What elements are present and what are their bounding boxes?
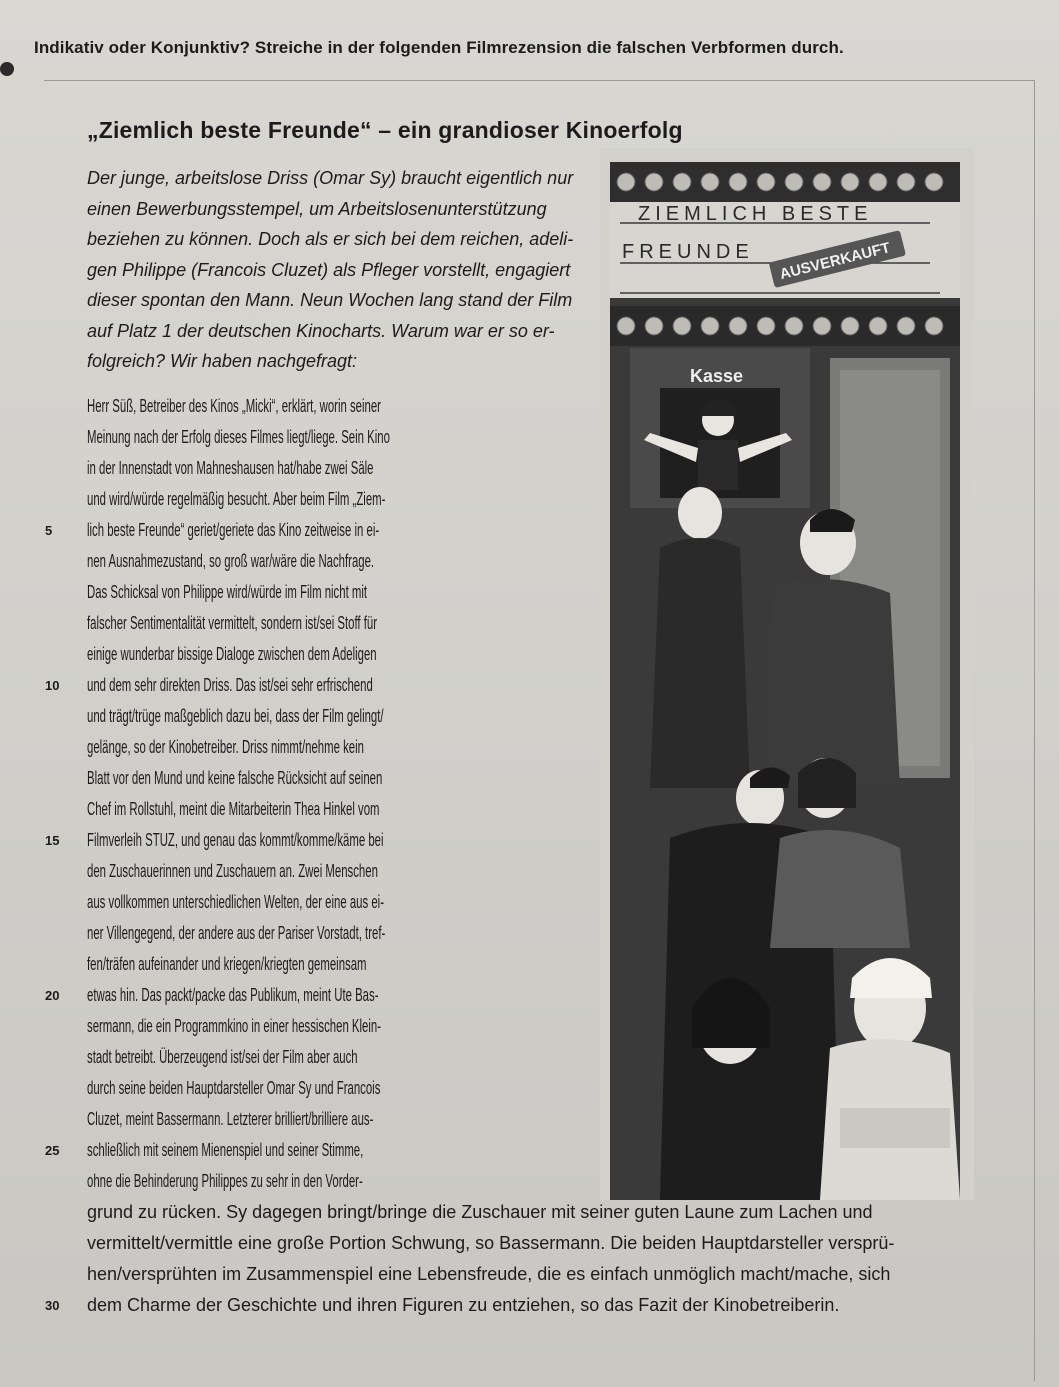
intro-line: einen Bewerbungsstempel, um Arbeitslosenunterstützung — [87, 198, 547, 219]
line-text: hen/versprühten im Zusammenspiel eine Lebensfreude, die es einfach unmöglich macht/mache, sich — [87, 1264, 891, 1284]
marquee-light-icon — [869, 317, 887, 335]
line-text: und trägt/trüge maßgeblich dazu bei, dass der Film gelingt/ — [87, 706, 384, 726]
box-office-sign: Kasse — [690, 366, 744, 386]
article-title: „Ziemlich beste Freunde“ – ein grandioser Kinoerfolg — [87, 117, 683, 143]
line-text: in der Innenstadt von Mahneshausen hat/habe zwei Säle — [87, 458, 374, 478]
marquee-light-icon — [841, 173, 859, 191]
line-text: und wird/würde regelmäßig besucht. Aber beim Film „Ziem- — [87, 489, 386, 509]
intro-line: auf Platz 1 der deutschen Kinocharts. Warum war er so er- — [87, 320, 555, 341]
intro-line: dieser spontan den Mann. Neun Wochen lang stand der Film — [87, 290, 573, 310]
line-text: einige wunderbar bissige Dialoge zwischen dem Adeligen — [87, 644, 377, 664]
line-text: aus vollkommen unterschiedlichen Welten, der eine aus ei- — [87, 892, 384, 912]
line-text: grund zu rücken. Sy dagegen bringt/bringe die Zuschauer mit seiner guten Laune zum Lachen und — [87, 1202, 873, 1222]
marquee-light-icon — [841, 317, 859, 335]
marquee-light-icon — [813, 317, 831, 335]
article-line — [87, 1228, 894, 1259]
line-text: lich beste Freunde“ geriet/geriete das Kino zeitweise in ei- — [87, 520, 380, 540]
article-line — [45, 1290, 894, 1321]
marquee-light-icon — [925, 317, 943, 335]
intro-line: folgreich? Wir haben nachgefragt: — [87, 351, 357, 371]
marquee-light-icon — [757, 317, 775, 335]
line-text: Filmverleih STUZ, und genau das kommt/komme/käme bei — [87, 830, 384, 850]
line-text: falscher Sentimentalität vermittelt, sondern ist/sei Stoff für — [87, 613, 378, 633]
line-text: dem Charme der Geschichte und ihren Figuren zu entziehen, so das Fazit der Kinobetreiberin. — [87, 1295, 840, 1315]
line-text: etwas hin. Das packt/packe das Publikum, meint Ute Bas- — [87, 985, 379, 1005]
marquee-light-icon — [729, 317, 747, 335]
line-text: den Zuschauerinnen und Zuschauern an. Zwei Menschen — [87, 861, 378, 881]
cinema-queue-image — [600, 148, 974, 1200]
marquee-light-icon — [673, 173, 691, 191]
line-text: Blatt vor den Mund und keine falsche Rücksicht auf seinen — [87, 768, 383, 788]
article-line — [87, 1197, 894, 1228]
marquee-light-icon — [701, 317, 719, 335]
line-text: Cluzet, meint Bassermann. Letzterer brilliert/brilliere aus- — [87, 1109, 374, 1129]
line-text: Das Schicksal von Philippe wird/würde im Film nicht mit — [87, 582, 368, 602]
exercise-instruction: Indikativ oder Konjunktiv? Streiche in der folgenden Filmrezension die falschen Verbformen durch. — [34, 38, 844, 57]
line-text: ner Villengegend, der andere aus der Pariser Vorstadt, tref- — [87, 923, 386, 943]
marquee-light-icon — [785, 173, 803, 191]
line-text: gelänge, so der Kinobetreiber. Driss nimmt/nehme kein — [87, 737, 364, 757]
line-text: Meinung nach der Erfolg dieses Filmes liegt/liege. Sein Kino — [87, 427, 390, 447]
marquee-light-icon — [673, 317, 691, 335]
intro-line: beziehen zu können. Doch als er sich bei dem reichen, adeli- — [87, 229, 574, 249]
line-text: fen/träfen aufeinander und kriegen/kriegten gemeinsam — [87, 954, 367, 974]
poster-title-line2: FREUNDE — [622, 241, 754, 263]
line-text: durch seine beiden Hauptdarsteller Omar Sy und Francois — [87, 1078, 381, 1098]
line-text: ohne die Behinderung Philippes zu sehr in den Vorder- — [87, 1171, 363, 1191]
marquee-light-icon — [925, 173, 943, 191]
line-text: Chef im Rollstuhl, meint die Mitarbeiterin Thea Hinkel vom — [87, 799, 380, 819]
marquee-light-icon — [757, 173, 775, 191]
line-number: 30 — [45, 1298, 60, 1313]
line-number: 15 — [45, 833, 60, 848]
line-number: 20 — [45, 988, 60, 1003]
article-intro — [87, 163, 587, 377]
marquee-light-icon — [785, 317, 803, 335]
line-number: 10 — [45, 678, 60, 693]
article-line — [87, 1259, 894, 1290]
poster-title-line1: ZIEMLICH BESTE — [638, 203, 873, 225]
marquee-light-icon — [729, 173, 747, 191]
line-text: vermittelt/vermittle eine große Portion Schwung, so Bassermann. Die beiden Hauptdarsteller versprü- — [87, 1233, 895, 1253]
line-text: stadt betreibt. Überzeugend ist/sei der Film aber auch — [87, 1047, 358, 1067]
marquee-light-icon — [645, 317, 663, 335]
sold-out-banner: AUSVERKAUFT — [777, 239, 893, 284]
intro-line: gen Philippe (Francois Cluzet) als Pfleger vorstellt, engagiert — [87, 259, 571, 280]
marquee-light-icon — [617, 317, 635, 335]
intro-line: Der junge, arbeitslose Driss (Omar Sy) braucht eigentlich nur — [87, 168, 574, 188]
line-number: 25 — [45, 1143, 60, 1158]
marquee-light-icon — [645, 173, 663, 191]
line-text: nen Ausnahmezustand, so groß war/wäre die Nachfrage. — [87, 551, 375, 571]
marquee-light-icon — [617, 173, 635, 191]
line-text: schließlich mit seinem Mienenspiel und seiner Stimme, — [87, 1140, 364, 1160]
marquee-light-icon — [897, 317, 915, 335]
line-text: sermann, die ein Programmkino in einer hessischen Klein- — [87, 1016, 382, 1036]
marquee-light-icon — [701, 173, 719, 191]
marquee-light-icon — [897, 173, 915, 191]
line-text: Herr Süß, Betreiber des Kinos „Micki“, erklärt, worin seiner — [87, 396, 381, 416]
line-text: und dem sehr direkten Driss. Das ist/sei sehr erfrischend — [87, 675, 373, 695]
bullet-icon — [0, 62, 14, 76]
line-number: 5 — [45, 523, 53, 538]
marquee-light-icon — [813, 173, 831, 191]
marquee-light-icon — [869, 173, 887, 191]
cinema-illustration — [600, 148, 974, 1200]
